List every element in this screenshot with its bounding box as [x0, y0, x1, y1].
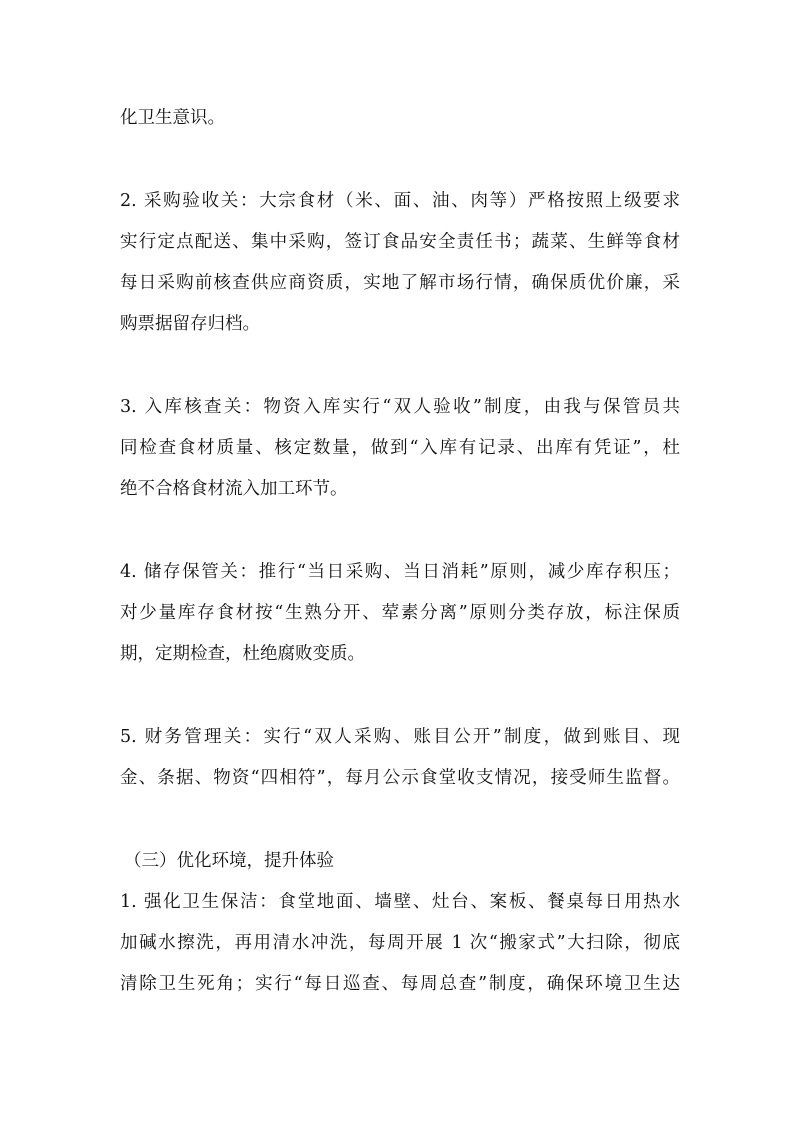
paragraph-line: 2. 采购验收关：大宗食材（米、面、油、肉等）严格按照上级要求 — [120, 191, 680, 211]
paragraph-line: 购票据留存归档。 — [120, 314, 260, 334]
paragraph-line: 实行定点配送、集中采购，签订食品安全责任书；蔬菜、生鲜等食材 — [120, 232, 680, 252]
paragraph-line: 同检查食材质量、核定数量，做到“入库有记录、出库有凭证”，杜 — [120, 438, 680, 458]
paragraph-line: 金、条据、物资“四相符”，每月公示食堂收支情况，接受师生监督。 — [120, 768, 680, 788]
paragraph-line: 4. 储存保管关：推行“当日采购、当日消耗”原则，减少库存积压； — [120, 562, 680, 582]
paragraph-line: 期，定期检查，杜绝腐败变质。 — [120, 644, 365, 664]
paragraph-line: 5. 财务管理关：实行“双人采购、账目公开”制度，做到账目、现 — [120, 727, 680, 747]
paragraph-line: 1. 强化卫生保洁：食堂地面、墙壁、灶台、案板、餐桌每日用热水 — [120, 892, 680, 912]
paragraph-line: 绝不合格食材流入加工环节。 — [120, 479, 348, 499]
section-heading: （三）优化环境，提升体验 — [124, 851, 334, 871]
paragraph-line: 化卫生意识。 — [120, 108, 225, 128]
paragraph-line: 对少量库存食材按“生熟分开、荤素分离”原则分类存放，标注保质 — [120, 603, 680, 623]
paragraph-line: 3. 入库核查关：物资入库实行“双人验收”制度，由我与保管员共 — [120, 397, 680, 417]
paragraph-line: 清除卫生死角；实行“每日巡查、每周总查”制度，确保环境卫生达 — [120, 974, 680, 994]
paragraph-line: 加碱水擦洗，再用清水冲洗，每周开展 1 次“搬家式”大扫除，彻底 — [120, 933, 680, 953]
paragraph-line: 每日采购前核查供应商资质，实地了解市场行情，确保质优价廉，采 — [120, 273, 680, 293]
